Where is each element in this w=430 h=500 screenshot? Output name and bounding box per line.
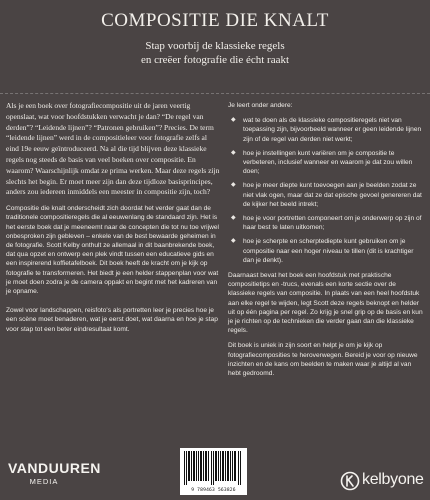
closing-left-paragraph: Zowel voor landschappen, reisfoto's als portretten leer je precies hoe je een scène moet benaderen, wat je eerst doet, wat daarna en hoe je stap voor stap tot een beter eindresultaat komt. xyxy=(6,307,218,333)
isbn-barcode xyxy=(180,448,247,495)
diamond-icon: ◆ xyxy=(231,117,236,124)
list-item xyxy=(228,214,424,232)
intro-paragraph: Als je een boek over fotografiecompositie uit de jaren veertig openslaat, wat voor hoofdstukken verwacht je dan? “De regel van derden”? “Leidende lijnen”? “Patronen gebruiken”? Precies. De term “leidende lijnen” werd in de compositieleer voor fotografie zelfs al eind 19e eeuw geïntroduceerd. Na al die tijd blijven deze klassieke regels nog steeds de basis van veel boeken over compositie. En waarom? Waarschijnlijk omdat ze prima werken. Maar deze regels zijn slechts het begin. Er moet meer zijn dan deze tijdloze basisprincipes, anders zou iedereen inmiddels een meester in compositie zijn, toch? xyxy=(6,101,220,197)
closing-right-paragraph: Dit boek is uniek in zijn soort en helpt je om je kijk op fotografiecomposities te heroverwegen. Bereid je voor op nieuwe inzichten en de kans om beelden te maken waar je altijd al van hebt gedroomd. xyxy=(228,342,418,378)
list-item-text: hoe je scherpte en scherptediepte kunt gebruiken om je compositie naar een hoger niveau te tillen (dit is krachtiger dan je denkt). xyxy=(243,238,414,264)
list-item xyxy=(228,149,424,177)
barcode-bars xyxy=(184,451,243,485)
diamond-icon: ◆ xyxy=(231,215,236,222)
kelbyone-logo-icon xyxy=(340,471,360,491)
brand-name: kelbyone xyxy=(362,471,424,488)
list-item-text: hoe je instellingen kunt variëren om je compositie te verbeteren, inclusief wanneer en waarom je dat zou willen doen; xyxy=(243,149,413,176)
left-column xyxy=(6,101,221,340)
publisher-name: VANDUUREN xyxy=(8,460,101,476)
kelbyone-logo xyxy=(340,469,426,493)
book-title: COMPOSITIE DIE KNALT xyxy=(101,10,329,31)
learn-list xyxy=(228,116,424,265)
list-item xyxy=(228,181,424,209)
diamond-icon: ◆ xyxy=(231,238,236,245)
diamond-icon: ◆ xyxy=(231,182,236,189)
isbn-digits: 9 789463 563826 xyxy=(191,488,236,493)
list-item xyxy=(228,237,424,265)
book-description-paragraph: Compositie die knalt onderscheidt zich doordat het verder gaat dan de traditionele compositieregels die al eeuwenlang de standaard zijn. Het is het eerste boek dat je meeneemt naar de concepten die tot nu toe vrijwel onbesproken zijn gebleven – enkele van de best bewaarde geheimen in de fotografie. Scott Kelby onthult ze allemaal in dit baanbrekende boek, dat qua opzet en ontwerp een plek vindt tussen een educatieve gids en een inspirerend koffietafelboek. Dit boek heeft de kracht om je kijk op fotografie te transformeren. Het biedt je een helder stappenplan voor wat je moet doen zodra je de camera oppakt en begint met het kadreren van je opname. xyxy=(6,205,219,295)
diamond-icon: ◆ xyxy=(231,149,236,156)
list-item-text: hoe je voor portretten componeert om je onderwerp op zijn of haar best te laten uitkomen; xyxy=(243,215,422,232)
chapter-paragraph: Daarnaast bevat het boek een hoofdstuk met praktische compositietips en -trucs, evenals een korte sectie over de klassieke regels van compositie. In plaats van een heel hoofdstuk aan elke regel te wijden, legt Scott deze regels beknopt en helder uit op één pagina per regel. Zo krijg je snel grip op de basis en kun je je richten op de technieken die verder gaan dan die klassieke regels. xyxy=(228,272,423,335)
subtitle-line-1: Stap voorbij de klassieke regels xyxy=(145,40,285,52)
publisher-sub: MEDIA xyxy=(29,477,59,486)
list-item-text: hoe je meer diepte kunt toevoegen aan je beelden zodat ze niet vlak ogen, maar dat ze dat epische gevoel genereren dat de kijker het beeld intrekt; xyxy=(243,182,422,208)
list-item-text: wat te doen als de klassieke compositieregels niet van toepassing zijn, bijvoorbeeld wanneer er geen leidende lijnen zijn of de regel van derden niet werkt; xyxy=(243,117,422,143)
publisher-logo xyxy=(8,460,101,494)
divider xyxy=(0,93,430,94)
learn-heading: Je leert onder andere: xyxy=(228,102,293,109)
book-subtitle xyxy=(0,39,430,67)
subtitle-line-2: en creëer fotografie die écht raakt xyxy=(140,54,290,66)
list-item xyxy=(228,116,424,144)
right-column xyxy=(228,101,424,384)
